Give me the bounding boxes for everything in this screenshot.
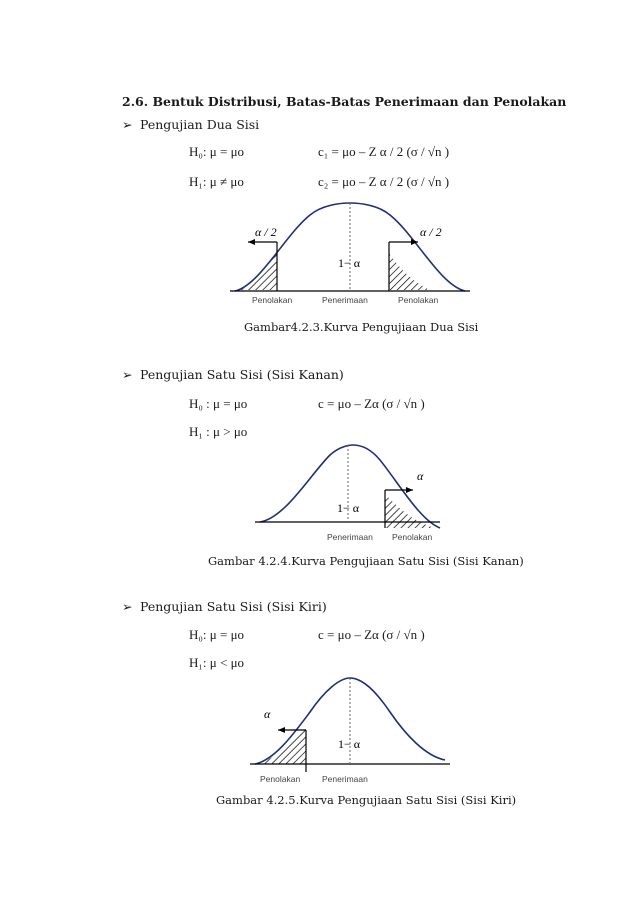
- right-sided-caption: Gambar 4.2.4.Kurva Pengujiaan Satu Sisi (Sisi Kanan): [208, 554, 524, 568]
- left-arrow-head-icon: [248, 239, 255, 245]
- center-label: 1− α: [338, 737, 361, 751]
- region-accept-label: Penerimaan: [327, 532, 373, 542]
- normal-curve: [260, 445, 440, 528]
- region-accept-label: Penerimaan: [322, 774, 368, 784]
- two-sided-c1: c₁ = μo – Z α / 2 (σ / √n ): [318, 144, 450, 159]
- right-sided-h0: H₀ : μ = μo: [189, 396, 248, 411]
- region-right-label: Penolakan: [398, 295, 439, 305]
- two-sided-heading: Pengujian Dua Sisi: [140, 117, 260, 132]
- region-mid-label: Penerimaan: [322, 295, 368, 305]
- two-sided-caption: Gambar4.2.3.Kurva Pengujiaan Dua Sisi: [244, 320, 479, 334]
- alpha-left-label: α / 2: [255, 225, 277, 239]
- left-sided-h1: H₁: μ < μo: [189, 655, 245, 670]
- left-sided-h0: H₀: μ = μo: [189, 627, 245, 642]
- right-arrow-head-icon: [406, 487, 413, 493]
- two-sided-curve-figure: [230, 195, 470, 310]
- two-sided-c2: c₂ = μo – Z α / 2 (σ / √n ): [318, 174, 450, 189]
- right-sided-curve-figure: [255, 440, 445, 550]
- bullet-icon: ➢: [122, 599, 133, 614]
- two-sided-h0: H₀: μ = μo: [189, 144, 245, 159]
- left-sided-caption: Gambar 4.2.5.Kurva Pengujiaan Satu Sisi (Sisi Kiri): [216, 793, 517, 807]
- bullet-icon: ➢: [122, 367, 133, 382]
- two-sided-h1: H₁: μ ≠ μo: [189, 174, 244, 189]
- center-label: 1− α: [338, 256, 361, 270]
- center-label: 1− α: [337, 501, 360, 515]
- region-reject-label: Penolakan: [260, 774, 301, 784]
- right-sided-c: c = μo – Zα (σ / √n ): [318, 396, 425, 411]
- alpha-label: α: [417, 469, 424, 483]
- right-tail-hatch: [389, 253, 430, 290]
- left-sided-c: c = μo – Zα (σ / √n ): [318, 627, 425, 642]
- right-sided-heading: Pengujian Satu Sisi (Sisi Kanan): [140, 367, 344, 382]
- region-reject-label: Penolakan: [392, 532, 433, 542]
- region-left-label: Penolakan: [252, 295, 293, 305]
- left-sided-curve-figure: [250, 672, 450, 787]
- section-title: 2.6. Bentuk Distribusi, Batas-Batas Penerimaan dan Penolakan: [122, 94, 567, 109]
- bullet-icon: ➢: [122, 117, 133, 132]
- left-sided-heading: Pengujian Satu Sisi (Sisi Kiri): [140, 599, 327, 614]
- left-arrow-head-icon: [278, 727, 285, 733]
- alpha-right-label: α / 2: [420, 225, 442, 239]
- right-sided-h1: H₁ : μ > μo: [189, 424, 248, 439]
- alpha-label: α: [264, 707, 271, 721]
